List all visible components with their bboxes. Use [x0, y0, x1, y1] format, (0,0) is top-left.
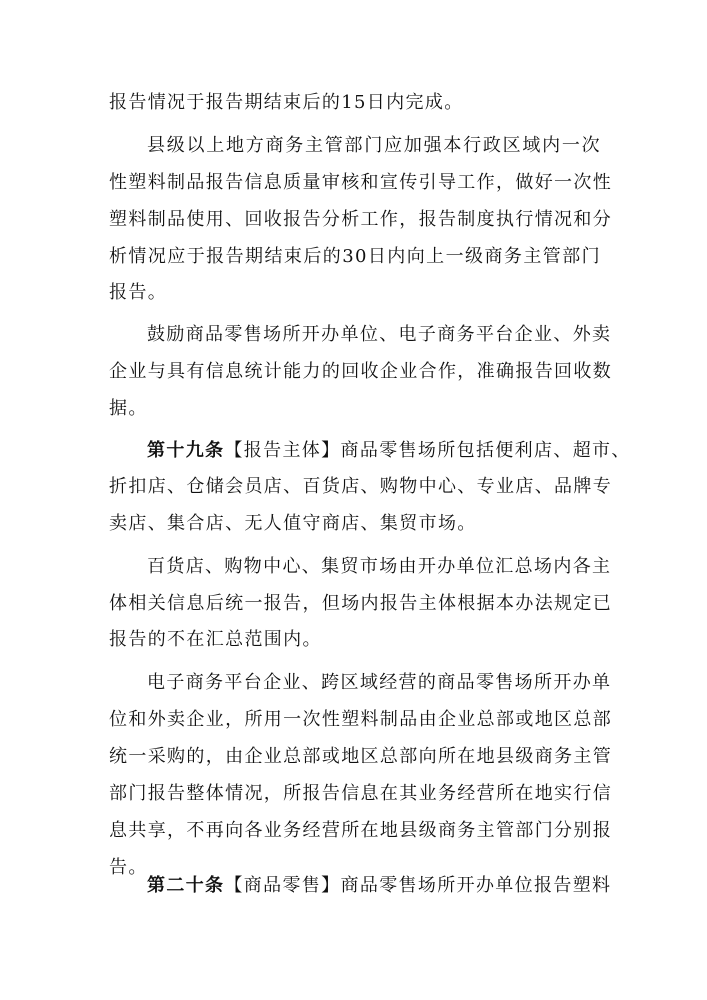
paragraph-7-line-1	[147, 868, 612, 904]
paragraph-2-line-4: 析情况应于报告期结束后的30日内向上一级商务主管部门	[109, 246, 601, 267]
article-20-lead: 【商品零售】商品零售场所开办单位报告塑料	[224, 875, 612, 896]
paragraph-3-line-1: 鼓励商品零售场所开办单位、电子商务平台企业、外卖	[147, 324, 612, 345]
paragraph-3-line-2: 企业与具有信息统计能力的回收企业合作，准确报告回收数	[109, 361, 613, 382]
paragraph-1-line-1: 报告情况于报告期结束后的15日内完成。	[109, 92, 464, 113]
paragraph-6-line-3: 统一采购的，由企业总部或地区总部向所在地县级商务主管	[109, 746, 613, 767]
paragraph-2-line-2: 性塑料制品报告信息质量审核和宣传引导工作，做好一次性	[109, 172, 613, 193]
paragraph-5-line-3: 报告的不在汇总范围内。	[109, 629, 322, 650]
paragraph-6-line-4: 部门报告整体情况，所报告信息在其业务经营所在地实行信	[109, 783, 613, 804]
paragraph-6-line-2: 位和外卖企业，所用一次性塑料制品由企业总部或地区总部	[109, 709, 613, 730]
paragraph-2-line-1: 县级以上地方商务主管部门应加强本行政区域内一次	[147, 135, 601, 156]
article-19-lead: 【报告主体】商品零售场所包括便利店、超市、	[224, 440, 631, 461]
paragraph-2-line-5: 报告。	[109, 282, 168, 303]
paragraph-6-line-6: 告。	[109, 857, 148, 878]
paragraph-4-line-3: 卖店、集合店、无人值守商店、集贸市场。	[109, 513, 477, 534]
paragraph-4-line-1	[147, 433, 631, 469]
paragraph-2-line-3: 塑料制品使用、回收报告分析工作，报告制度执行情况和分	[109, 209, 613, 230]
paragraph-6-line-1: 电子商务平台企业、跨区域经营的商品零售场所开办单	[147, 672, 612, 693]
article-20-heading: 第二十条	[147, 875, 225, 896]
paragraph-6-line-5: 息共享，不再向各业务经营所在地县级商务主管部门分别报	[109, 820, 613, 841]
paragraph-5-line-1: 百货店、购物中心、集贸市场由开办单位汇总场内各主	[147, 556, 612, 577]
paragraph-5-line-2: 体相关信息后统一报告，但场内报告主体根据本办法规定已	[109, 593, 613, 614]
article-19-heading: 第十九条	[147, 440, 225, 461]
paragraph-3-line-3: 据。	[109, 398, 148, 419]
paragraph-4-line-2: 折扣店、仓储会员店、百货店、购物中心、专业店、品牌专	[109, 476, 613, 497]
